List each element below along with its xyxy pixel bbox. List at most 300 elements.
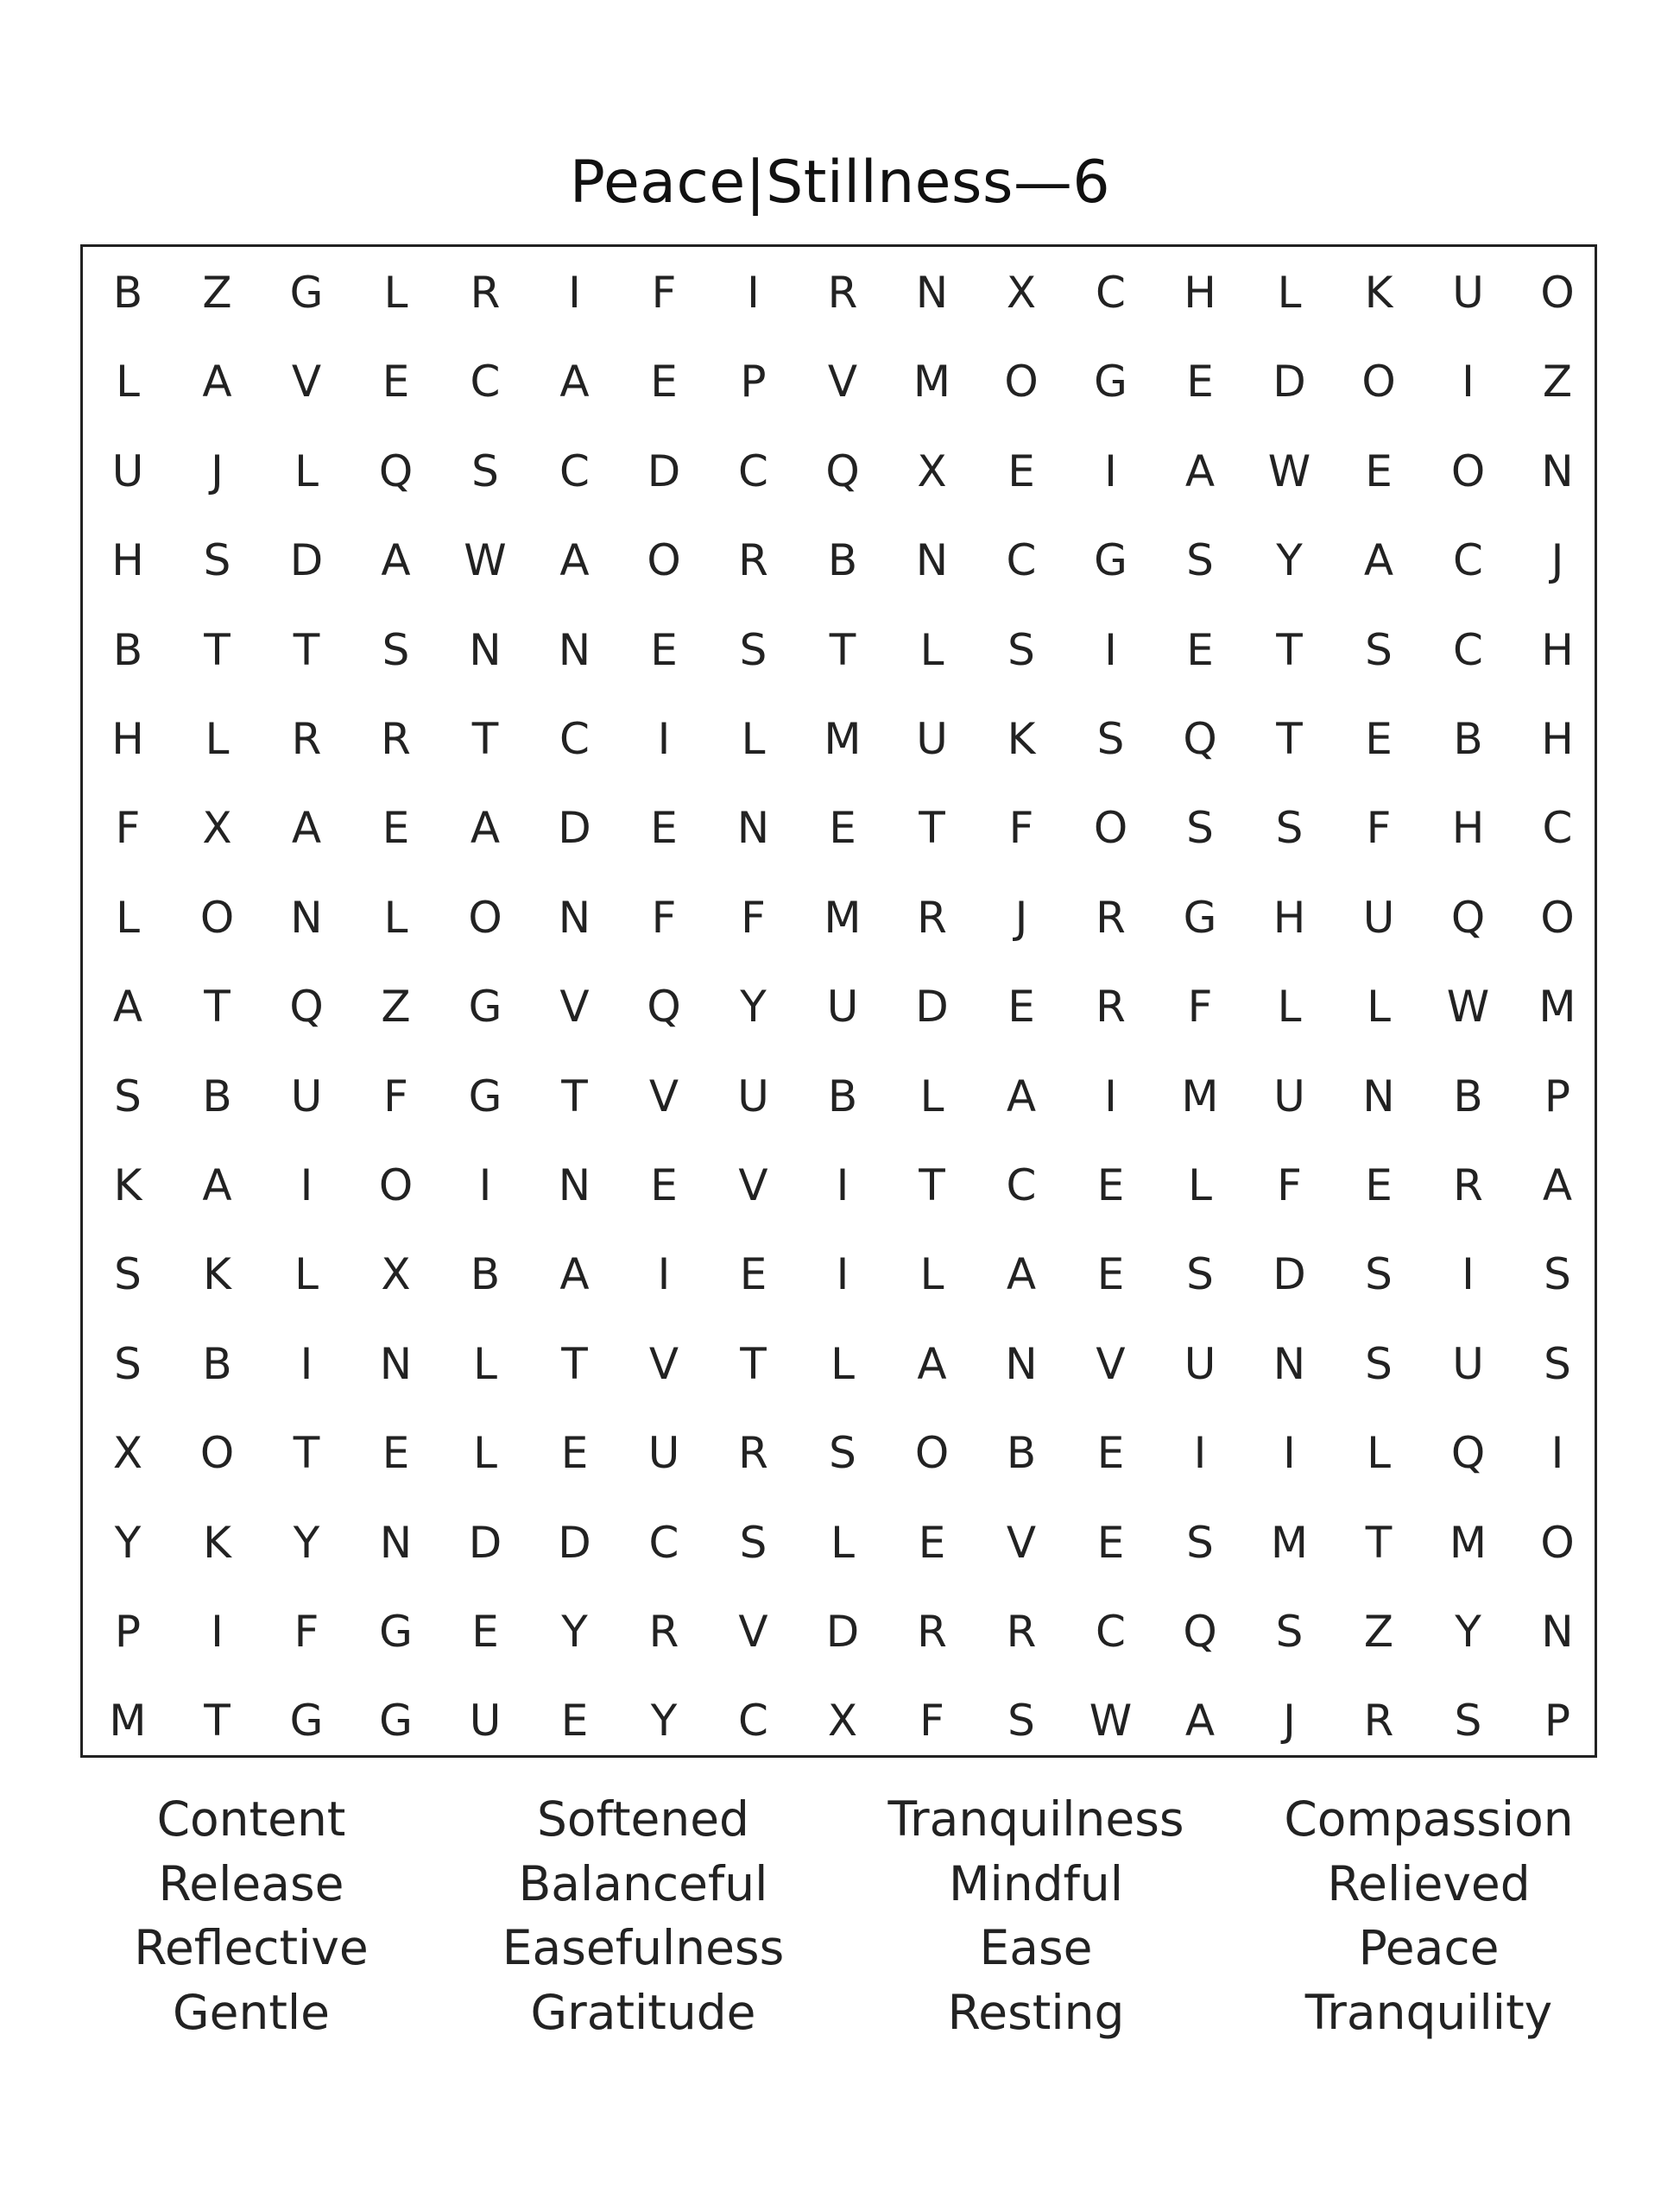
grid-letter: S — [1365, 1338, 1393, 1389]
grid-letter: O — [914, 1428, 950, 1479]
grid-letter: C — [1096, 268, 1126, 318]
grid-letter: M — [824, 892, 862, 943]
grid-letter: E — [829, 803, 856, 854]
grid-letter: Y — [1455, 1607, 1481, 1657]
grid-letter: L — [205, 714, 230, 764]
grid-letter: T — [919, 803, 945, 854]
grid-letter: O — [1093, 803, 1128, 854]
grid-letter: V — [291, 357, 322, 407]
grid-letter: V — [738, 1160, 768, 1210]
grid-letter: Z — [381, 982, 411, 1033]
grid-letter: B — [1453, 714, 1483, 764]
grid-letter: X — [112, 1428, 143, 1479]
grid-letter: A — [202, 357, 232, 407]
grid-letter: L — [1277, 268, 1302, 318]
grid-letter: E — [382, 357, 410, 407]
grid-letter: S — [1186, 1249, 1214, 1300]
grid-letter: C — [1006, 1160, 1037, 1210]
word-list-item: Tranquilness — [887, 1791, 1184, 1847]
grid-letter: K — [113, 1160, 142, 1210]
grid-letter: R — [1096, 982, 1126, 1033]
grid-letter: P — [1544, 1696, 1571, 1747]
word-list-item: Mindful — [948, 1855, 1123, 1911]
grid-letter: E — [382, 1428, 410, 1479]
grid-letter: L — [919, 1071, 944, 1121]
grid-letter: S — [1544, 1249, 1571, 1300]
grid-letter: O — [1540, 268, 1575, 318]
grid-letter: L — [294, 445, 319, 496]
word-list-item: Tranquility — [1304, 1984, 1553, 2040]
grid-letter: C — [559, 445, 590, 496]
grid-letter: Z — [202, 268, 232, 318]
grid-letter: F — [651, 268, 677, 318]
grid-letter: T — [829, 624, 856, 675]
grid-letter: I — [657, 1249, 671, 1300]
grid-letter: L — [294, 1249, 319, 1300]
grid-letter: N — [558, 624, 591, 675]
grid-letter: A — [1184, 1696, 1216, 1747]
grid-letter: R — [738, 535, 768, 586]
grid-letter: J — [1014, 892, 1028, 943]
grid-letter: S — [382, 624, 410, 675]
grid-letter: S — [739, 624, 767, 675]
grid-letter: M — [109, 1696, 147, 1747]
grid-letter: D — [558, 803, 591, 854]
grid-letter: B — [202, 1338, 232, 1389]
grid-letter: Q — [1183, 1607, 1217, 1657]
word-list-item: Peace — [1358, 1920, 1500, 1975]
grid-letter: E — [471, 1607, 499, 1657]
grid-letter: C — [738, 445, 768, 496]
grid-letter: A — [1542, 1160, 1573, 1210]
grid-letter: P — [114, 1607, 142, 1657]
grid-letter: S — [1186, 535, 1214, 586]
grid-letter: N — [915, 535, 949, 586]
grid-letter: E — [1007, 445, 1035, 496]
grid-letter: G — [1183, 892, 1217, 943]
grid-letter: W — [464, 535, 507, 586]
grid-letter: U — [1184, 1338, 1216, 1389]
grid-letter: Q — [647, 982, 681, 1033]
grid-letter: N — [1541, 1607, 1574, 1657]
grid-letter: A — [1006, 1249, 1037, 1300]
grid-letter: A — [202, 1160, 232, 1210]
grid-letter: M — [1181, 1071, 1219, 1121]
grid-letter: N — [1005, 1338, 1038, 1389]
grid-letter: N — [379, 1338, 413, 1389]
grid-letter: I — [1104, 1071, 1117, 1121]
grid-letter: S — [1544, 1338, 1571, 1389]
grid-letter: T — [561, 1071, 588, 1121]
grid-letter: V — [648, 1338, 679, 1389]
grid-letter: I — [1462, 1249, 1475, 1300]
grid-letter: R — [917, 1607, 947, 1657]
page-title: Peace|Stillness—6 — [569, 148, 1111, 217]
grid-letter: C — [470, 357, 501, 407]
grid-letter: R — [738, 1428, 768, 1479]
grid-letter: N — [290, 892, 323, 943]
grid-letter: H — [1273, 892, 1306, 943]
letter-grid — [80, 244, 1597, 1758]
grid-letter: E — [650, 1160, 678, 1210]
grid-letter: L — [1188, 1160, 1212, 1210]
grid-letter: M — [913, 357, 951, 407]
grid-letter: T — [471, 714, 499, 764]
grid-letter: G — [379, 1607, 413, 1657]
grid-letter: G — [1094, 357, 1127, 407]
grid-letter: H — [1184, 268, 1216, 318]
grid-letter: I — [1104, 624, 1117, 675]
grid-letter: B — [827, 535, 858, 586]
grid-letter: V — [738, 1607, 768, 1657]
grid-letter: G — [1094, 535, 1127, 586]
grid-letter: C — [1453, 535, 1483, 586]
grid-letter: H — [111, 714, 144, 764]
grid-letter: Y — [561, 1607, 588, 1657]
grid-letter: N — [469, 624, 502, 675]
grid-letter: S — [203, 535, 231, 586]
grid-letter: X — [827, 1696, 858, 1747]
grid-letter: J — [1283, 1696, 1296, 1747]
grid-letter: E — [1186, 624, 1214, 675]
word-list-item: Reflective — [134, 1920, 369, 1975]
grid-letter: R — [648, 1607, 679, 1657]
grid-letter: A — [470, 803, 501, 854]
grid-letter: U — [290, 1071, 323, 1121]
grid-letter: I — [836, 1249, 849, 1300]
grid-letter: S — [1275, 803, 1304, 854]
grid-letter: V — [559, 982, 590, 1033]
grid-letter: Z — [1363, 1607, 1394, 1657]
grid-letter: V — [648, 1071, 679, 1121]
grid-letter: Y — [114, 1517, 142, 1568]
grid-letter: S — [1186, 803, 1214, 854]
grid-letter: B — [470, 1249, 501, 1300]
grid-letter: N — [1362, 1071, 1395, 1121]
grid-letter: U — [1273, 1071, 1305, 1121]
grid-letter: F — [1187, 982, 1213, 1033]
grid-letter: I — [1104, 445, 1117, 496]
grid-letter: T — [204, 1696, 231, 1747]
grid-letter: K — [1007, 714, 1036, 764]
grid-letter: D — [468, 1517, 502, 1568]
word-column — [61, 1787, 441, 2044]
grid-letter: M — [1270, 1517, 1309, 1568]
grid-letter: I — [1283, 1428, 1296, 1479]
grid-letter: L — [116, 892, 140, 943]
grid-letter: Q — [378, 445, 414, 496]
grid-letter: F — [919, 1696, 944, 1747]
grid-letter: R — [291, 714, 322, 764]
grid-letter: P — [740, 357, 767, 407]
grid-letter: S — [114, 1338, 142, 1389]
grid-letter: O — [199, 892, 235, 943]
grid-letter: H — [1541, 714, 1574, 764]
grid-letter: E — [650, 624, 678, 675]
grid-letter: I — [747, 268, 760, 318]
grid-letter: V — [1096, 1338, 1126, 1389]
grid-letter: S — [114, 1071, 142, 1121]
grid-letter: L — [383, 268, 408, 318]
grid-letter: F — [1277, 1160, 1302, 1210]
grid-letter: R — [827, 268, 858, 318]
grid-letter: A — [112, 982, 143, 1033]
grid-letter: B — [112, 268, 143, 318]
grid-letter: H — [111, 535, 144, 586]
grid-letter: T — [1276, 624, 1303, 675]
grid-letter: Q — [825, 445, 860, 496]
grid-letter: A — [1006, 1071, 1037, 1121]
word-column — [1239, 1787, 1619, 2044]
word-list-item: Ease — [979, 1920, 1093, 1975]
grid-letter: R — [381, 714, 411, 764]
grid-letter: S — [471, 445, 499, 496]
grid-letter: H — [1451, 803, 1485, 854]
grid-letter: G — [289, 268, 324, 318]
grid-letter: S — [1007, 1696, 1035, 1747]
grid-letter: A — [291, 803, 322, 854]
grid-letter: S — [1186, 1517, 1214, 1568]
grid-letter: N — [736, 803, 770, 854]
grid-letter: E — [1096, 1160, 1125, 1210]
grid-letter: S — [1454, 1696, 1482, 1747]
grid-letter: E — [1096, 1517, 1125, 1568]
grid-letter: O — [1450, 445, 1486, 496]
word-list-item: Release — [158, 1855, 344, 1911]
grid-letter: U — [1452, 1338, 1484, 1389]
grid-letter: M — [824, 714, 862, 764]
grid-letter: I — [1462, 357, 1475, 407]
word-list-item: Gentle — [173, 1984, 330, 2040]
grid-letter: W — [1089, 1696, 1133, 1747]
grid-letter: I — [568, 268, 581, 318]
grid-letter: O — [199, 1428, 235, 1479]
grid-letter: J — [1551, 535, 1564, 586]
grid-letter: D — [647, 445, 681, 496]
grid-letter: L — [1367, 982, 1391, 1033]
grid-letter: R — [1453, 1160, 1483, 1210]
grid-letter: Q — [1450, 892, 1486, 943]
grid-letter: E — [1096, 1249, 1125, 1300]
grid-letter: U — [737, 1071, 769, 1121]
grid-letter: S — [1365, 624, 1393, 675]
word-list-item: Compassion — [1284, 1791, 1574, 1847]
word-column — [846, 1787, 1226, 2044]
grid-letter: B — [112, 624, 143, 675]
grid-letter: D — [1273, 1249, 1306, 1300]
grid-letter: C — [559, 714, 590, 764]
grid-letter: O — [378, 1160, 414, 1210]
grid-letter: I — [211, 1607, 224, 1657]
grid-letter: F — [651, 892, 677, 943]
grid-letter: E — [560, 1428, 589, 1479]
grid-letter: U — [111, 445, 144, 496]
grid-letter: E — [1096, 1428, 1125, 1479]
grid-letter: L — [919, 624, 944, 675]
grid-letter: I — [1551, 1428, 1564, 1479]
grid-letter: S — [114, 1249, 142, 1300]
grid-letter: E — [1186, 357, 1214, 407]
grid-letter: N — [558, 1160, 591, 1210]
grid-letter: F — [1008, 803, 1034, 854]
grid-letter: A — [1184, 445, 1216, 496]
grid-letter: U — [1452, 268, 1484, 318]
grid-letter: T — [1365, 1517, 1393, 1568]
grid-letter: H — [1541, 624, 1574, 675]
grid-letter: E — [918, 1517, 946, 1568]
grid-letter: W — [1446, 982, 1490, 1033]
grid-letter: F — [1366, 803, 1392, 854]
grid-letter: E — [382, 803, 410, 854]
grid-letter: I — [300, 1338, 313, 1389]
grid-letter: E — [1365, 445, 1393, 496]
grid-letter: O — [647, 535, 681, 586]
grid-letter: U — [826, 982, 859, 1033]
grid-letter: U — [1362, 892, 1395, 943]
grid-letter: W — [1267, 445, 1311, 496]
word-column — [453, 1787, 833, 2044]
grid-letter: C — [1006, 535, 1037, 586]
grid-letter: K — [1364, 268, 1393, 318]
grid-letter: D — [558, 1517, 591, 1568]
grid-letter: N — [1273, 1338, 1306, 1389]
grid-letter: N — [915, 268, 949, 318]
grid-letter: N — [558, 892, 591, 943]
grid-letter: L — [741, 714, 766, 764]
grid-letter: D — [1273, 357, 1306, 407]
grid-letter: I — [300, 1160, 313, 1210]
grid-letter: G — [468, 1071, 502, 1121]
grid-letter: I — [1193, 1428, 1207, 1479]
word-list-item: Balanceful — [518, 1855, 768, 1911]
grid-letter: N — [379, 1517, 413, 1568]
grid-letter: O — [1540, 1517, 1575, 1568]
grid-letter: Q — [1183, 714, 1217, 764]
grid-letter: F — [383, 1071, 408, 1121]
grid-letter: Q — [1450, 1428, 1486, 1479]
grid-letter: E — [650, 803, 678, 854]
grid-letter: L — [831, 1517, 855, 1568]
grid-letter: Y — [650, 1696, 678, 1747]
grid-letter: R — [917, 892, 947, 943]
grid-letter: C — [738, 1696, 768, 1747]
grid-letter: O — [1361, 357, 1396, 407]
grid-letter: T — [204, 982, 231, 1033]
grid-letter: G — [289, 1696, 324, 1747]
grid-letter: S — [739, 1517, 767, 1568]
grid-letter: L — [473, 1338, 497, 1389]
grid-letter: I — [657, 714, 671, 764]
grid-letter: B — [827, 1071, 858, 1121]
grid-letter: I — [836, 1160, 849, 1210]
grid-letter: U — [647, 1428, 680, 1479]
grid-letter: C — [648, 1517, 679, 1568]
grid-letter: X — [917, 445, 947, 496]
grid-letter: A — [381, 535, 411, 586]
grid-letter: D — [825, 1607, 860, 1657]
grid-letter: M — [1449, 1517, 1487, 1568]
grid-letter: Y — [1276, 535, 1303, 586]
grid-letter: T — [919, 1160, 945, 1210]
grid-letter: J — [211, 445, 224, 496]
word-list-item: Gratitude — [530, 1984, 756, 2040]
grid-letter: U — [916, 714, 948, 764]
grid-letter: L — [919, 1249, 944, 1300]
grid-letter: C — [1453, 624, 1483, 675]
grid-letter: E — [560, 1696, 589, 1747]
grid-letter: T — [204, 624, 231, 675]
grid-letter: X — [381, 1249, 411, 1300]
word-list-item: Content — [156, 1791, 346, 1847]
grid-letter: E — [1007, 982, 1035, 1033]
grid-letter: V — [827, 357, 858, 407]
grid-letter: A — [559, 357, 590, 407]
grid-letter: O — [468, 892, 502, 943]
grid-letter: P — [1544, 1071, 1571, 1121]
grid-letter: S — [1365, 1249, 1393, 1300]
grid-letter: D — [289, 535, 324, 586]
grid-letter: F — [294, 1607, 319, 1657]
grid-letter: C — [1096, 1607, 1126, 1657]
grid-letter: B — [1006, 1428, 1037, 1479]
grid-letter: T — [293, 624, 320, 675]
grid-letter: R — [1006, 1607, 1037, 1657]
grid-letter: L — [383, 892, 408, 943]
grid-letter: T — [740, 1338, 767, 1389]
grid-letter: A — [559, 1249, 590, 1300]
grid-letter: S — [1275, 1607, 1304, 1657]
grid-letter: A — [917, 1338, 947, 1389]
word-list-item: Softened — [537, 1791, 749, 1847]
grid-letter: T — [293, 1428, 320, 1479]
grid-letter: T — [1276, 714, 1303, 764]
grid-letter: F — [741, 892, 766, 943]
grid-letter: B — [202, 1071, 232, 1121]
grid-letter: G — [379, 1696, 413, 1747]
grid-letter: L — [1277, 982, 1302, 1033]
grid-letter: T — [561, 1338, 588, 1389]
grid-letter: L — [1367, 1428, 1391, 1479]
grid-letter: I — [478, 1160, 492, 1210]
grid-letter: E — [1365, 714, 1393, 764]
grid-letter: B — [1453, 1071, 1483, 1121]
grid-letter: R — [1096, 892, 1126, 943]
grid-letter: R — [1363, 1696, 1394, 1747]
grid-letter: E — [650, 357, 678, 407]
grid-letter: K — [203, 1517, 231, 1568]
grid-letter: S — [829, 1428, 856, 1479]
grid-letter: C — [1542, 803, 1573, 854]
grid-letter: R — [470, 268, 501, 318]
grid-letter: L — [473, 1428, 497, 1479]
grid-letter: L — [831, 1338, 855, 1389]
grid-letter: M — [1538, 982, 1576, 1033]
grid-letter: E — [739, 1249, 767, 1300]
grid-letter: V — [1006, 1517, 1037, 1568]
grid-letter: O — [1540, 892, 1575, 943]
grid-letter: X — [202, 803, 232, 854]
grid-letter: A — [559, 535, 590, 586]
grid-letter: E — [1365, 1160, 1393, 1210]
grid-letter: Q — [289, 982, 324, 1033]
word-list-item: Resting — [947, 1984, 1125, 2040]
grid-letter: Y — [293, 1517, 320, 1568]
word-list-item: Easefulness — [502, 1920, 785, 1975]
grid-letter: S — [1096, 714, 1125, 764]
grid-letter: X — [1006, 268, 1037, 318]
word-list-item: Relieved — [1327, 1855, 1531, 1911]
grid-letter: K — [203, 1249, 231, 1300]
